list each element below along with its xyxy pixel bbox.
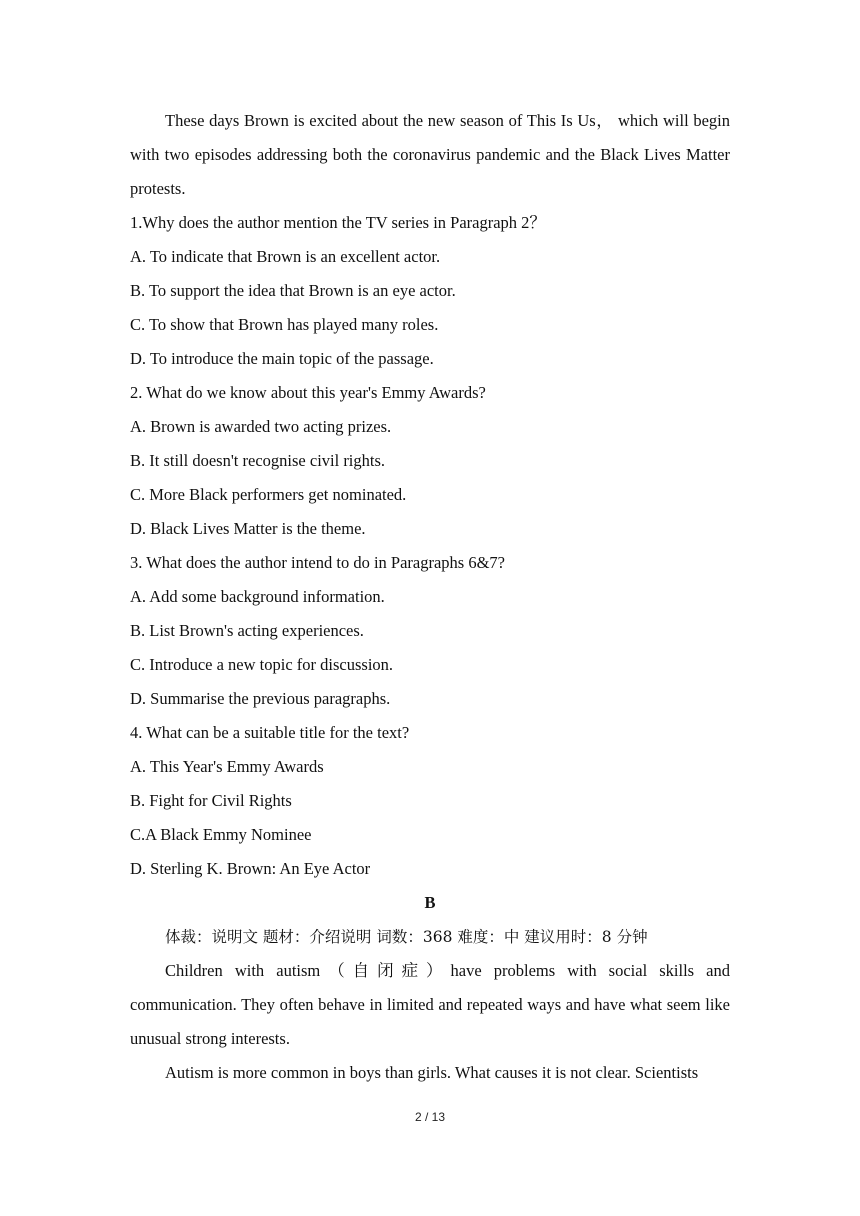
question-1	[130, 206, 730, 376]
option-c: C. Introduce a new topic for discussion.	[130, 655, 394, 674]
question-stem: 2. What do we know about this year's Emmy Awards?	[130, 383, 486, 402]
question-stem: 4. What can be a suitable title for the text?	[130, 723, 410, 742]
option-c: C. To show that Brown has played many roles.	[130, 315, 439, 334]
option-a: A. To indicate that Brown is an excellent actor.	[130, 247, 441, 266]
document-page	[130, 104, 730, 1090]
option-d: D. To introduce the main topic of the passage.	[130, 349, 434, 368]
intro-paragraph: These days Brown is excited about the new season of This Is Us， which will begin with two episodes addressing both the coronavirus pandemic and the Black Lives Matter protests.	[130, 111, 730, 198]
option-a: A. This Year's Emmy Awards	[130, 757, 324, 776]
option-a: A. Brown is awarded two acting prizes.	[130, 417, 392, 436]
question-4	[130, 716, 730, 886]
option-a: A. Add some background information.	[130, 587, 385, 606]
option-b: B. Fight for Civil Rights	[130, 791, 292, 810]
page-number: 2 / 13	[414, 1110, 446, 1124]
passage-paragraph: Children with autism（自闭症）have problems with social skills and communication. They often behave in limited and repeated ways and have what seem like unusual strong interests.	[130, 961, 730, 1048]
option-c: C. More Black performers get nominated.	[130, 485, 407, 504]
section-heading: B	[424, 893, 436, 912]
option-b: B. List Brown's acting experiences.	[130, 621, 364, 640]
option-b: B. It still doesn't recognise civil rights.	[130, 451, 386, 470]
option-b: B. To support the idea that Brown is an eye actor.	[130, 281, 456, 300]
question-3	[130, 546, 730, 716]
passage-meta: 体裁：说明文 题材：介绍说明 词数：368 难度：中 建议用时：8 分钟	[165, 928, 648, 946]
option-d: D. Sterling K. Brown: An Eye Actor	[130, 859, 371, 878]
option-d: D. Summarise the previous paragraphs.	[130, 689, 391, 708]
option-d: D. Black Lives Matter is the theme.	[130, 519, 366, 538]
option-c: C.A Black Emmy Nominee	[130, 825, 312, 844]
passage-paragraph: Autism is more common in boys than girls. What causes it is not clear. Scientists	[165, 1063, 699, 1082]
question-stem: 1.Why does the author mention the TV series in Paragraph 2？	[130, 213, 546, 232]
question-2	[130, 376, 730, 546]
question-stem: 3. What does the author intend to do in Paragraphs 6&7?	[130, 553, 505, 572]
